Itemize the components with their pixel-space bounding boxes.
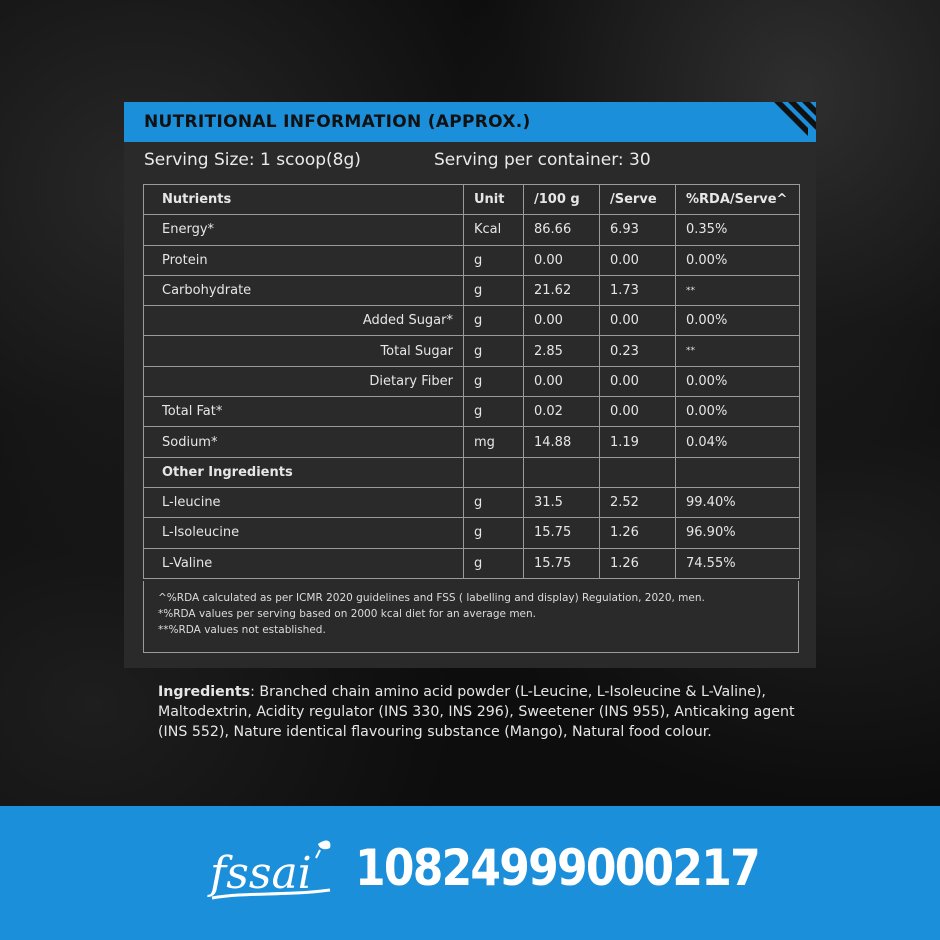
- ingredients-list: : Branched chain amino acid powder (L-Leucine, L-Isoleucine & L-Valine), Maltodextrin, Acidity regulator (INS 330, INS 296), Sweetener (INS 955), Anticaking agent (INS 552), Nature identical flavouring substance (Mango), Natural food colour.: [158, 684, 795, 740]
- nutrient-unit: g: [464, 306, 524, 336]
- nutrient-unit: g: [464, 518, 524, 548]
- nutrient-rda: 0.00%: [676, 306, 800, 336]
- nutrient-per-100g: 0.00: [524, 306, 600, 336]
- fssai-logo-icon: [206, 836, 336, 908]
- nutrient-unit: g: [464, 397, 524, 427]
- nutrient-rda: 0.35%: [676, 215, 800, 245]
- nutrient-per-100g: 0.00: [524, 366, 600, 396]
- nutrient-per-serve: 2.52: [600, 487, 676, 517]
- footnotes: [143, 581, 799, 653]
- nutrient-per-serve: 1.19: [600, 427, 676, 457]
- nutrient-name: L-leucine: [144, 487, 464, 517]
- table-row: [144, 215, 800, 245]
- nutrient-per-serve: 1.26: [600, 548, 676, 578]
- stripes-decoration-icon: [756, 102, 816, 142]
- footnote: **%RDA values not established.: [158, 624, 326, 636]
- nutrient-name: Energy*: [144, 215, 464, 245]
- nutrient-rda: 0.00%: [676, 366, 800, 396]
- ingredients-label: Ingredients: [158, 684, 251, 700]
- fssai-logo-text: fssai: [210, 848, 312, 899]
- nutrient-rda: 0.00%: [676, 397, 800, 427]
- nutrient-per-100g: 0.02: [524, 397, 600, 427]
- nutrient-per-100g: 14.88: [524, 427, 600, 457]
- header-nutrients: Nutrients: [144, 185, 464, 215]
- table-row: [144, 457, 800, 487]
- fssai-license-number: 10824999000217: [355, 839, 759, 897]
- table-row: [144, 548, 800, 578]
- nutrient-name: Protein: [144, 245, 464, 275]
- ingredients-text: [158, 682, 808, 742]
- nutrient-unit: g: [464, 366, 524, 396]
- nutrient-per-100g: 2.85: [524, 336, 600, 366]
- nutrient-unit: mg: [464, 427, 524, 457]
- nutrient-per-100g: 15.75: [524, 548, 600, 578]
- panel-header: [124, 102, 816, 142]
- nutrient-per-serve: 0.23: [600, 336, 676, 366]
- nutrient-name: Carbohydrate: [144, 275, 464, 305]
- nutrient-unit: Kcal: [464, 215, 524, 245]
- nutrient-unit: g: [464, 275, 524, 305]
- nutrition-table: [143, 184, 800, 579]
- nutrient-name: L-Valine: [144, 548, 464, 578]
- nutrient-per-100g: 0.00: [524, 245, 600, 275]
- table-row: [144, 427, 800, 457]
- nutrient-name: Added Sugar*: [144, 306, 464, 336]
- panel-title: NUTRITIONAL INFORMATION (APPROX.): [144, 112, 531, 132]
- header-rda: %RDA/Serve^: [676, 185, 800, 215]
- nutrient-rda: 0.00%: [676, 245, 800, 275]
- nutrient-rda: 99.40%: [676, 487, 800, 517]
- nutrition-panel: [124, 102, 816, 668]
- nutrient-per-serve: 0.00: [600, 245, 676, 275]
- header-per-serve: /Serve: [600, 185, 676, 215]
- nutrient-unit: [464, 457, 524, 487]
- nutrient-per-serve: 1.26: [600, 518, 676, 548]
- footnote: ^%RDA calculated as per ICMR 2020 guidelines and FSS ( labelling and display) Regulation, 2020, men.: [158, 592, 705, 604]
- table-row: [144, 275, 800, 305]
- servings-per-container: Serving per container: 30: [434, 150, 651, 170]
- nutrient-per-100g: 86.66: [524, 215, 600, 245]
- header-per-100g: /100 g: [524, 185, 600, 215]
- nutrient-per-100g: 15.75: [524, 518, 600, 548]
- nutrient-name: Total Sugar: [144, 336, 464, 366]
- nutrient-per-serve: 6.93: [600, 215, 676, 245]
- nutrient-rda: 0.04%: [676, 427, 800, 457]
- nutrient-unit: g: [464, 245, 524, 275]
- nutrient-rda: **: [676, 275, 800, 305]
- table-row: [144, 336, 800, 366]
- table-row: [144, 397, 800, 427]
- nutrient-per-100g: 21.62: [524, 275, 600, 305]
- section-heading: Other Ingredients: [144, 457, 464, 487]
- table-header-row: [144, 185, 800, 215]
- table-row: [144, 306, 800, 336]
- nutrient-per-serve: 0.00: [600, 366, 676, 396]
- nutrient-per-serve: 1.73: [600, 275, 676, 305]
- nutrient-name: Dietary Fiber: [144, 366, 464, 396]
- footer-band: [0, 806, 940, 940]
- serving-size: Serving Size: 1 scoop(8g): [144, 150, 361, 170]
- nutrient-unit: g: [464, 336, 524, 366]
- nutrient-rda: 74.55%: [676, 548, 800, 578]
- nutrient-rda: [676, 457, 800, 487]
- nutrient-per-serve: [600, 457, 676, 487]
- nutrient-rda: **: [676, 336, 800, 366]
- nutrient-unit: g: [464, 487, 524, 517]
- nutrient-per-100g: 31.5: [524, 487, 600, 517]
- nutrient-per-serve: 0.00: [600, 306, 676, 336]
- table-row: [144, 366, 800, 396]
- header-unit: Unit: [464, 185, 524, 215]
- nutrient-name: L-Isoleucine: [144, 518, 464, 548]
- table-row: [144, 518, 800, 548]
- nutrient-unit: g: [464, 548, 524, 578]
- nutrient-rda: 96.90%: [676, 518, 800, 548]
- footnote: *%RDA values per serving based on 2000 kcal diet for an average men.: [158, 608, 536, 620]
- table-row: [144, 487, 800, 517]
- table-row: [144, 245, 800, 275]
- nutrient-per-serve: 0.00: [600, 397, 676, 427]
- nutrient-name: Total Fat*: [144, 397, 464, 427]
- nutrient-per-100g: [524, 457, 600, 487]
- nutrient-name: Sodium*: [144, 427, 464, 457]
